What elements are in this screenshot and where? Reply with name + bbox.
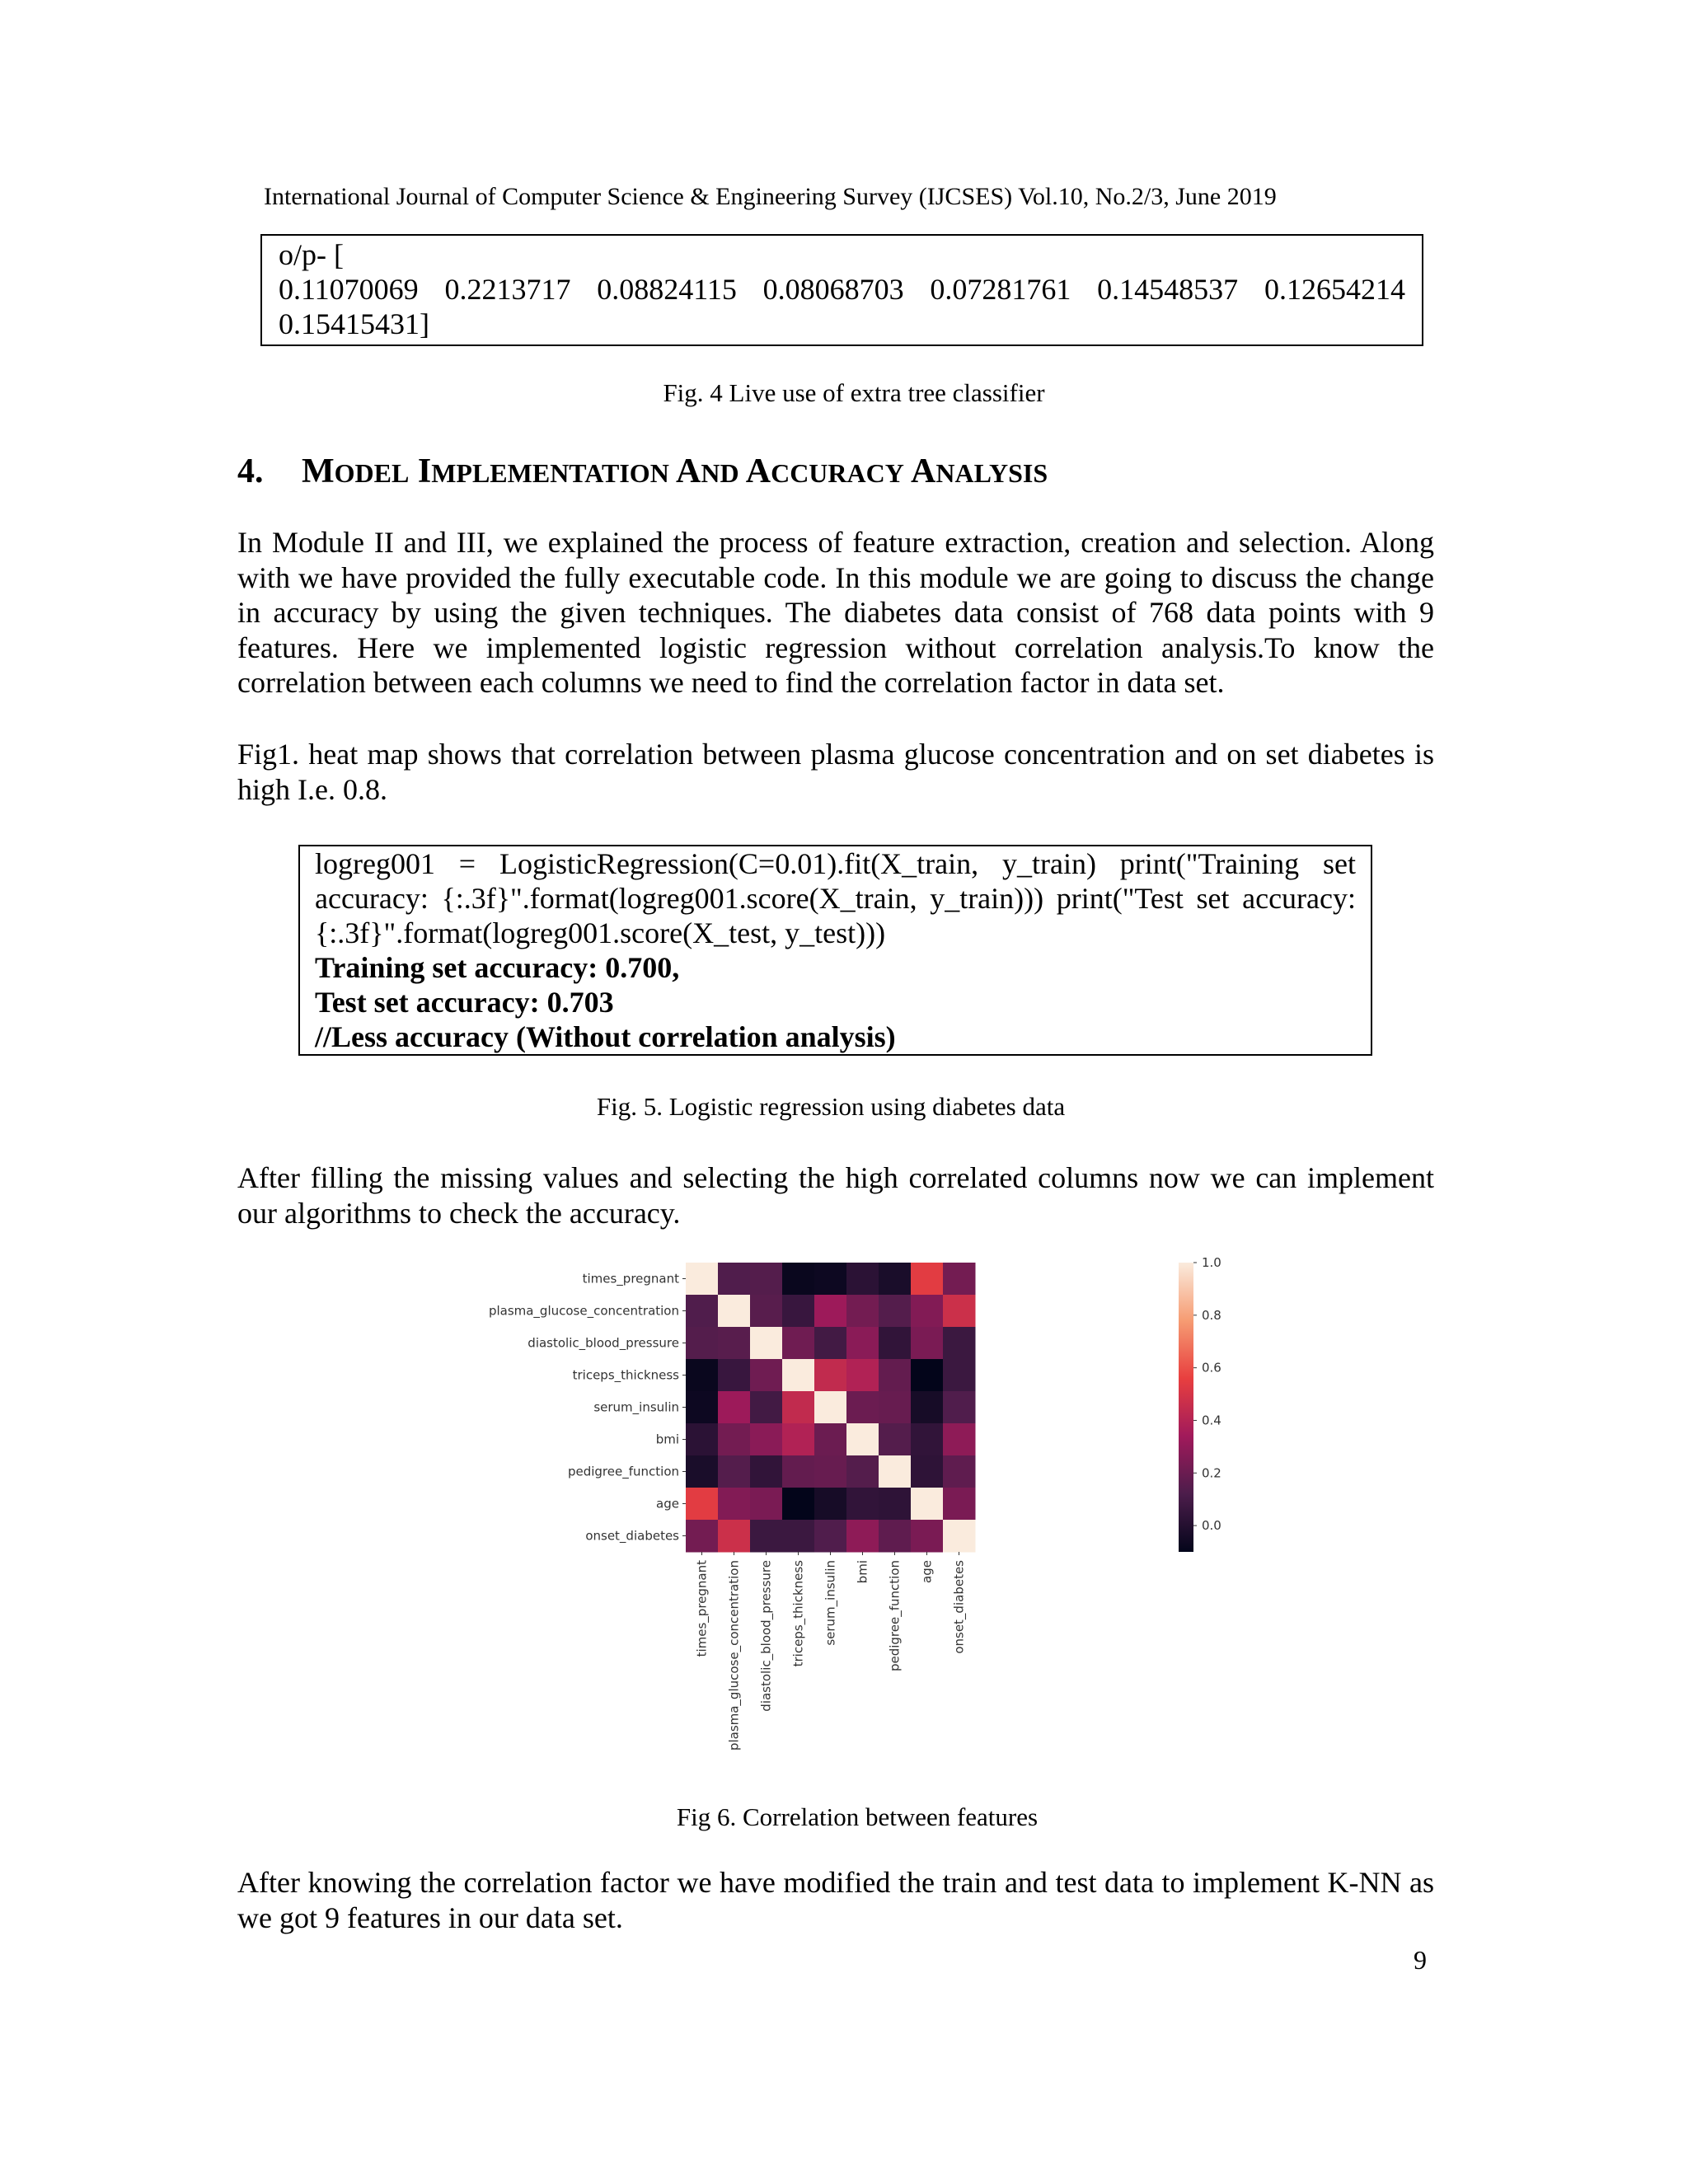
colorbar-tick-label: 0.4 [1202, 1413, 1221, 1428]
colorbar-tick-label: 1.0 [1202, 1255, 1221, 1270]
heatmap-cell [814, 1391, 847, 1424]
heatmap-cell [879, 1327, 912, 1360]
section-word: ANALYSIS [911, 452, 1048, 490]
heatmap-cell [814, 1263, 847, 1296]
heatmap-cell [750, 1327, 783, 1360]
heatmap-cell [943, 1359, 976, 1392]
heatmap-cell [943, 1263, 976, 1296]
heatmap-cell [911, 1488, 944, 1521]
fig4-value: 0.2213717 [444, 273, 571, 306]
heatmap-row-label: serum_insulin [593, 1399, 679, 1415]
fig4-values-row [279, 272, 1405, 307]
heatmap-cell [686, 1391, 719, 1424]
heatmap-cell [846, 1423, 879, 1456]
fig4-value: 0.08824115 [597, 273, 737, 306]
heatmap-cell [782, 1263, 815, 1296]
fig5-comment: //Less accuracy (Without correlation analysis) [315, 1020, 896, 1053]
heatmap-cell [718, 1359, 751, 1392]
heatmap-cell [782, 1359, 815, 1392]
heatmap-cell [750, 1391, 783, 1424]
heatmap-cell [814, 1327, 847, 1360]
heatmap-cell [879, 1520, 912, 1553]
heatmap-cell [879, 1488, 912, 1521]
heatmap-cell [879, 1455, 912, 1488]
fig4-line1: o/p- [ [279, 238, 344, 271]
running-header: International Journal of Computer Science & Engineering Survey (IJCSES) Vol.10, No.2/3, June 2019 [264, 183, 1277, 210]
heatmap-cell [943, 1455, 976, 1488]
heatmap-cell [911, 1263, 944, 1296]
heatmap-row-label: plasma_glucose_concentration [488, 1303, 679, 1319]
heatmap-row-label: times_pregnant [582, 1271, 679, 1286]
heatmap-col-label: serum_insulin [823, 1560, 838, 1646]
heatmap-cell [943, 1327, 976, 1360]
fig4-value: 0.12654214 [1264, 273, 1405, 306]
heatmap-col-label: bmi [855, 1560, 870, 1584]
heatmap-cell [718, 1295, 751, 1328]
heatmap-cell [718, 1455, 751, 1488]
heatmap-cell [814, 1423, 847, 1456]
heatmap-cell [911, 1423, 944, 1456]
heatmap-cell [814, 1359, 847, 1392]
body-paragraph-3: After filling the missing values and selecting the high correlated columns now we can implement our algorithms to check the accuracy. [237, 1161, 1434, 1230]
heatmap-col-label: times_pregnant [694, 1560, 710, 1657]
heatmap-cell [750, 1520, 783, 1553]
fig4-output-box [260, 234, 1423, 346]
heatmap-cell [943, 1488, 976, 1521]
correlation-heatmap [412, 1244, 1236, 1772]
heatmap-cell [911, 1327, 944, 1360]
heatmap-row-label: bmi [655, 1432, 679, 1447]
heatmap-cell [846, 1488, 879, 1521]
heatmap-cell [846, 1391, 879, 1424]
heatmap-cell [846, 1455, 879, 1488]
heatmap-cell [911, 1359, 944, 1392]
heatmap-row-label: age [656, 1496, 679, 1511]
heatmap-cell [686, 1263, 719, 1296]
heatmap-col-label: onset_diabetes [951, 1560, 967, 1654]
heatmap-cell [846, 1359, 879, 1392]
fig5-code-box [298, 845, 1372, 1056]
heatmap-cell [879, 1295, 912, 1328]
colorbar-tick-label: 0.6 [1202, 1360, 1221, 1376]
heatmap-cell [686, 1520, 719, 1553]
heatmap-cell [686, 1295, 719, 1328]
heatmap-cell [879, 1263, 912, 1296]
heatmap-cell [782, 1327, 815, 1360]
fig5-training-accuracy: Training set accuracy: 0.700, [315, 951, 680, 984]
heatmap-cell [911, 1455, 944, 1488]
heatmap-col-label: diastolic_blood_pressure [758, 1560, 774, 1712]
fig4-value: 0.08068703 [762, 273, 904, 306]
heatmap-cell [943, 1295, 976, 1328]
heatmap-cell [879, 1423, 912, 1456]
body-paragraph-2: Fig1. heat map shows that correlation between plasma glucose concentration and on set diabetes is high I.e. 0.8. [237, 738, 1434, 806]
heatmap-cell [718, 1488, 751, 1521]
heatmap-cell [943, 1520, 976, 1553]
colorbar-tick-label: 0.8 [1202, 1307, 1221, 1323]
section-word: ACCURACY [745, 452, 904, 490]
heatmap-colorbar [1179, 1263, 1193, 1552]
heatmap-cell [782, 1391, 815, 1424]
heatmap-col-label: pedigree_function [887, 1560, 903, 1672]
body-paragraph-1: In Module II and III, we explained the process of feature extraction, creation and selection. Along with we have provided the fully executable code. In this module we are going to discuss the change in accuracy by using the given techniques. The diabetes data consist of 768 data points with 9 features. Here we implemented logistic regression without correlation analysis.To know the correlation between each columns we need to find the correlation factor in data set. [237, 526, 1434, 699]
colorbar-tick-label: 0.0 [1202, 1518, 1221, 1534]
heatmap-col-label: triceps_thickness [790, 1560, 806, 1667]
heatmap-cell [911, 1520, 944, 1553]
heatmap-cell [846, 1295, 879, 1328]
heatmap-cell [814, 1488, 847, 1521]
fig4-line3: 0.15415431] [279, 307, 429, 340]
heatmap-cell [782, 1423, 815, 1456]
fig6-caption: Fig 6. Correlation between features [676, 1802, 1039, 1831]
heatmap-cell [686, 1488, 719, 1521]
heatmap-cell [782, 1455, 815, 1488]
heatmap-cell [686, 1455, 719, 1488]
heatmap-cell [846, 1327, 879, 1360]
heatmap-cell [782, 1520, 815, 1553]
heatmap-cell [911, 1391, 944, 1424]
heatmap-col-label: age [919, 1560, 935, 1583]
heatmap-cell [718, 1327, 751, 1360]
fig4-value: 0.07281761 [930, 273, 1071, 306]
heatmap-col-label: plasma_glucose_concentration [726, 1560, 742, 1751]
fig5-caption: Fig. 5. Logistic regression using diabetes data [596, 1092, 1066, 1121]
heatmap-cell [718, 1263, 751, 1296]
heatmap-cell [814, 1295, 847, 1328]
section-word: AND [675, 452, 739, 490]
heatmap-cell [750, 1423, 783, 1456]
heatmap-cell [911, 1295, 944, 1328]
heatmap-row-label: onset_diabetes [585, 1528, 679, 1544]
heatmap-cell [879, 1359, 912, 1392]
heatmap-cell [750, 1455, 783, 1488]
heatmap-cell [718, 1520, 751, 1553]
heatmap-cell [782, 1295, 815, 1328]
heatmap-cell [686, 1327, 719, 1360]
section-heading [237, 452, 1048, 491]
fig4-caption: Fig. 4 Live use of extra tree classifier [663, 378, 1045, 407]
heatmap-cell [750, 1359, 783, 1392]
section-word: MODEL [302, 452, 410, 490]
heatmap-cell [718, 1423, 751, 1456]
heatmap-cell [879, 1391, 912, 1424]
heatmap-cell [750, 1263, 783, 1296]
heatmap-cell [814, 1455, 847, 1488]
section-word: IMPLEMENTATION [417, 452, 669, 490]
heatmap-cell [846, 1520, 879, 1553]
heatmap-cell [943, 1391, 976, 1424]
heatmap-cell [943, 1423, 976, 1456]
heatmap-cell [718, 1391, 751, 1424]
heatmap-cell [846, 1263, 879, 1296]
heatmap-row-label: pedigree_function [567, 1464, 679, 1479]
heatmap-cell [686, 1423, 719, 1456]
heatmap-cell [782, 1488, 815, 1521]
fig5-test-accuracy: Test set accuracy: 0.703 [315, 986, 614, 1019]
body-paragraph-4: After knowing the correlation factor we have modified the train and test data to implement K-NN as we got 9 features in our data set. [237, 1866, 1434, 1934]
heatmap-cell [750, 1488, 783, 1521]
heatmap-cell [750, 1295, 783, 1328]
heatmap-row-label: diastolic_blood_pressure [528, 1335, 679, 1351]
heatmap-row-label: triceps_thickness [572, 1367, 679, 1383]
section-number: 4. [237, 452, 264, 490]
fig4-value: 0.14548537 [1097, 273, 1239, 306]
fig4-value: 0.11070069 [279, 273, 419, 306]
fig5-code: logreg001 = LogisticRegression(C=0.01).fit(X_train, y_train) print("Training set accuracy: {:.3f}".format(logreg001.score(X_train, y_train))) print("Test set accuracy: {:.3f}".format(logreg001.score(X_test, y_test))) [315, 847, 1356, 949]
page-number: 9 [1414, 1945, 1427, 1975]
heatmap-cell [814, 1520, 847, 1553]
colorbar-tick-label: 0.2 [1202, 1465, 1221, 1481]
heatmap-cell [686, 1359, 719, 1392]
